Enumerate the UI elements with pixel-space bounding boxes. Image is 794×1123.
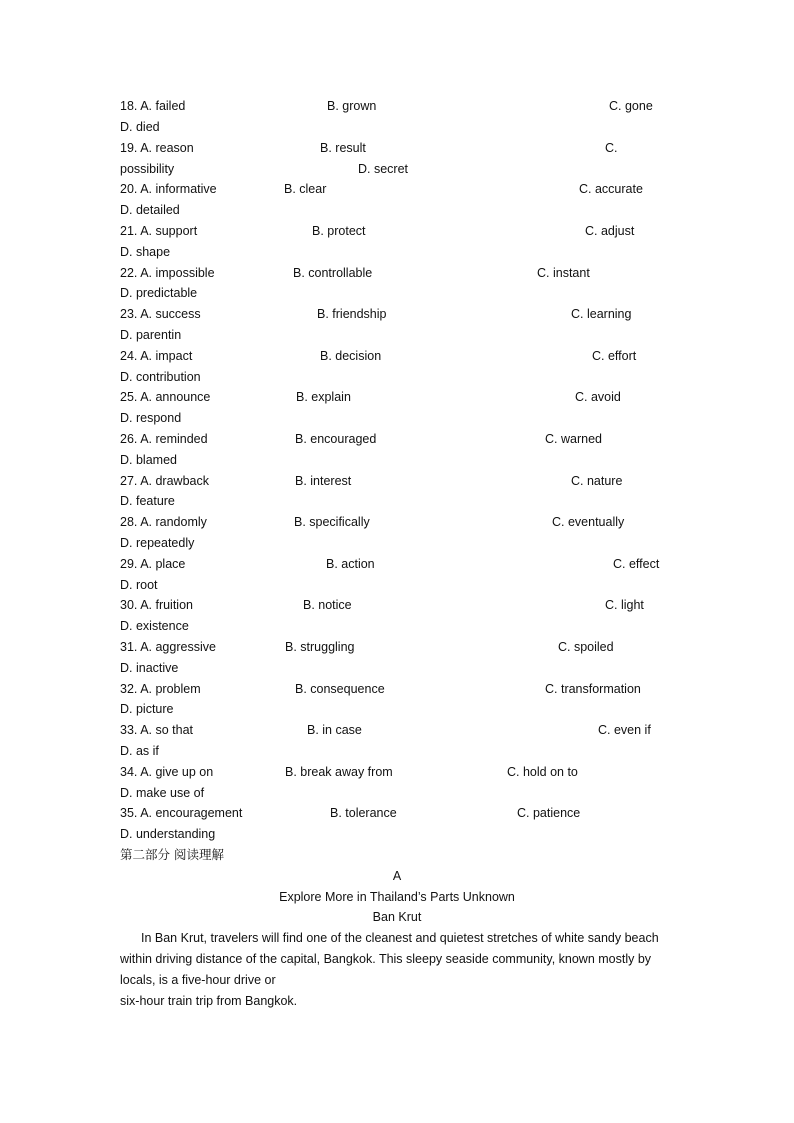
q20-b: B. clear — [284, 182, 327, 196]
q25-a: 25. A. announce — [120, 390, 211, 404]
q18-d: D. died — [120, 120, 160, 134]
q20-a: 20. A. informative — [120, 182, 217, 196]
q21-b: B. protect — [312, 224, 366, 238]
q30-c: C. light — [605, 598, 644, 612]
q27-d: D. feature — [120, 494, 175, 508]
q22-c: C. instant — [537, 266, 590, 280]
q29-b: B. action — [326, 557, 375, 571]
q34-a: 34. A. give up on — [120, 765, 214, 779]
q22-a: 22. A. impossible — [120, 266, 215, 280]
q29-a: 29. A. place — [120, 557, 186, 571]
q23-b: B. friendship — [317, 307, 387, 321]
q27-c: C. nature — [571, 474, 623, 488]
q26-a: 26. A. reminded — [120, 432, 208, 446]
q21-d: D. shape — [120, 245, 171, 259]
q22-d: D. predictable — [120, 286, 198, 300]
q25-b: B. explain — [296, 390, 351, 404]
q34-b: B. break away from — [285, 765, 393, 779]
q34-d: D. make use of — [120, 786, 205, 800]
q19-d: D. secret — [358, 162, 409, 176]
q33-a: 33. A. so that — [120, 723, 193, 737]
q19-c: C. — [605, 141, 618, 155]
q28-d: D. repeatedly — [120, 536, 195, 550]
q28-b: B. specifically — [294, 515, 370, 529]
q31-c: C. spoiled — [558, 640, 614, 654]
q19-a: 19. A. reason — [120, 141, 194, 155]
q30-d: D. existence — [120, 619, 189, 633]
q24-d: D. contribution — [120, 370, 201, 384]
q25-d: D. respond — [120, 411, 182, 425]
q33-d: D. as if — [120, 744, 159, 758]
q31-a: 31. A. aggressive — [120, 640, 216, 654]
q23-c: C. learning — [571, 307, 632, 321]
q35-a: 35. A. encouragement — [120, 806, 243, 820]
q20-c: C. accurate — [579, 182, 643, 196]
q26-b: B. encouraged — [295, 432, 377, 446]
q21-a: 21. A. support — [120, 224, 198, 238]
article-title: Explore More in Thailand’s Parts Unknown — [279, 890, 515, 904]
q32-d: D. picture — [120, 702, 174, 716]
q35-d: D. understanding — [120, 827, 216, 841]
q18-a: 18. A. failed — [120, 99, 186, 113]
q21-c: C. adjust — [585, 224, 635, 238]
q31-d: D. inactive — [120, 661, 179, 675]
q34-c: C. hold on to — [507, 765, 578, 779]
q35-b: B. tolerance — [330, 806, 397, 820]
q27-a: 27. A. drawback — [120, 474, 209, 488]
q20-d: D. detailed — [120, 203, 180, 217]
section-title: 第二部分 阅读理解 — [120, 847, 224, 862]
q28-c: C. eventually — [552, 515, 625, 529]
q31-b: B. struggling — [285, 640, 355, 654]
article-paragraph-end: six-hour train trip from Bangkok. — [120, 994, 298, 1008]
q32-c: C. transformation — [545, 682, 641, 696]
q24-c: C. effort — [592, 349, 637, 363]
q18-b: B. grown — [327, 99, 377, 113]
q26-c: C. warned — [545, 432, 602, 446]
q32-b: B. consequence — [295, 682, 385, 696]
part-label: A — [392, 869, 402, 883]
q18-c: C. gone — [609, 99, 653, 113]
q28-a: 28. A. randomly — [120, 515, 207, 529]
q23-a: 23. A. success — [120, 307, 201, 321]
q30-b: B. notice — [303, 598, 352, 612]
q27-b: B. interest — [295, 474, 352, 488]
q30-a: 30. A. fruition — [120, 598, 193, 612]
q25-c: C. avoid — [575, 390, 621, 404]
q29-d: D. root — [120, 578, 158, 592]
q22-b: B. controllable — [293, 266, 373, 280]
article-subtitle: Ban Krut — [372, 910, 422, 924]
q23-d: D. parentin — [120, 328, 182, 342]
q32-a: 32. A. problem — [120, 682, 201, 696]
q24-b: B. decision — [320, 349, 382, 363]
q33-c: C. even if — [598, 723, 651, 737]
q19-b: B. result — [320, 141, 366, 155]
q29-c: C. effect — [613, 557, 660, 571]
q24-a: 24. A. impact — [120, 349, 193, 363]
article-paragraph: In Ban Krut, travelers will find one of the cleanest and quietest stretches of white sandy beach within driving distance of the capital, Bangkok. This sleepy seaside community, known mostly by locals, is a five-hour drive or — [120, 931, 659, 987]
q19-c-continued: possibility — [120, 162, 175, 176]
q35-c: C. patience — [517, 806, 581, 820]
q26-d: D. blamed — [120, 453, 177, 467]
q33-b: B. in case — [307, 723, 362, 737]
